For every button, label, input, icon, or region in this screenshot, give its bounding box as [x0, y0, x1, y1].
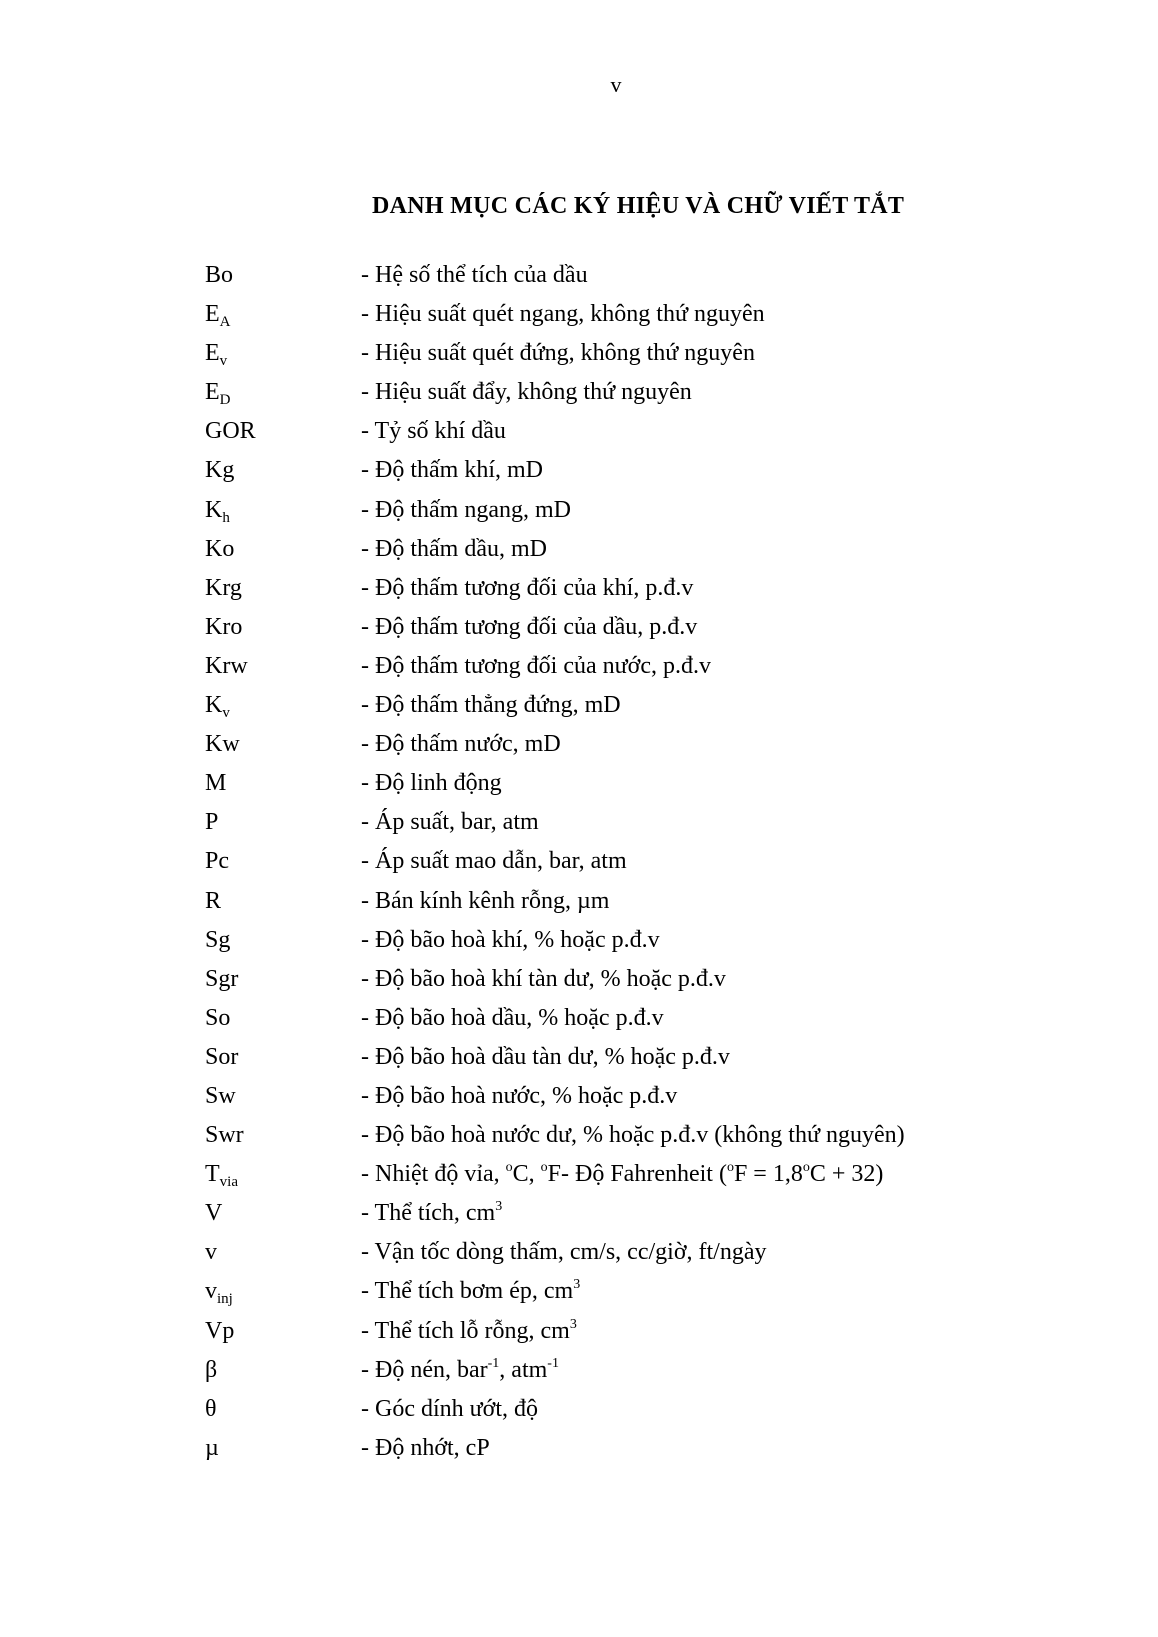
- abbreviation-description: - Độ thấm tương đối của nước, p.đ.v: [361, 652, 712, 679]
- abbreviation-row: [205, 1390, 1105, 1429]
- abbreviation-description: - Độ thấm dầu, mD: [361, 535, 547, 562]
- abbreviation-symbol: [205, 1038, 238, 1077]
- abbreviation-row: [205, 569, 1105, 608]
- symbol-text: θ: [205, 1395, 217, 1422]
- symbol-text: Sor: [205, 1043, 239, 1070]
- description-text: , atm: [499, 1356, 548, 1383]
- symbol-text: Krg: [205, 574, 242, 601]
- abbreviation-symbol: [205, 1233, 217, 1272]
- abbreviation-symbol: [205, 882, 221, 921]
- abbreviation-symbol: [205, 412, 256, 451]
- abbreviation-row: [205, 999, 1105, 1038]
- symbol-text: E: [205, 379, 220, 406]
- symbol-text: R: [205, 887, 222, 914]
- abbreviation-description: [361, 1272, 580, 1311]
- description-text: - Độ nén, bar: [361, 1356, 488, 1383]
- symbol-text: Kro: [205, 613, 243, 640]
- abbreviation-description: - Độ thấm thẳng đứng, mD: [361, 692, 621, 719]
- abbreviation-description: - Độ nhớt, cP: [361, 1434, 490, 1461]
- abbreviation-list: [205, 256, 1105, 1468]
- abbreviation-description: [361, 1312, 577, 1351]
- description-superscript: o: [802, 1160, 810, 1176]
- abbreviation-row: [205, 764, 1105, 803]
- abbreviation-row: [205, 647, 1105, 686]
- abbreviation-row: [205, 295, 1105, 334]
- page-number: v: [610, 72, 622, 97]
- abbreviation-description: - Độ bão hoà nước, % hoặc p.đ.v: [361, 1082, 678, 1109]
- symbol-subscript: v: [222, 705, 230, 722]
- abbreviation-row: [205, 256, 1105, 295]
- abbreviation-description: - Hiệu suất đẩy, không thứ nguyên: [361, 379, 692, 406]
- abbreviation-symbol: [205, 491, 230, 530]
- description-text: C,: [512, 1161, 541, 1188]
- symbol-text: K: [205, 692, 223, 719]
- abbreviation-description: - Độ thấm ngang, mD: [361, 496, 571, 523]
- symbol-text: Kw: [205, 731, 240, 758]
- abbreviation-symbol: [205, 334, 227, 373]
- abbreviation-row: [205, 491, 1105, 530]
- abbreviation-symbol: [205, 256, 233, 295]
- symbol-text: Ko: [205, 535, 235, 562]
- symbol-text: E: [205, 301, 220, 328]
- abbreviation-symbol: [205, 1272, 233, 1311]
- symbol-text: K: [205, 496, 223, 523]
- symbol-text: β: [205, 1356, 218, 1383]
- abbreviation-description: - Độ bão hoà dầu, % hoặc p.đ.v: [361, 1004, 664, 1031]
- abbreviation-symbol: [205, 373, 231, 412]
- abbreviation-symbol: [205, 295, 231, 334]
- symbol-text: T: [205, 1161, 220, 1188]
- abbreviation-symbol: [205, 1116, 244, 1155]
- abbreviation-row: [205, 1155, 1105, 1194]
- symbol-text: Kg: [205, 457, 235, 484]
- abbreviation-row: [205, 960, 1105, 999]
- description-text: F- Độ Fahrenheit (: [547, 1161, 727, 1188]
- abbreviation-row: [205, 921, 1105, 960]
- symbol-text: V: [205, 1200, 223, 1227]
- abbreviation-row: [205, 1233, 1105, 1272]
- abbreviation-description: - Hiệu suất quét ngang, không thứ nguyên: [361, 301, 765, 328]
- abbreviation-row: [205, 1351, 1105, 1390]
- symbol-text: Bo: [205, 262, 234, 288]
- abbreviation-description: - Hiệu suất quét đứng, không thứ nguyên: [361, 340, 755, 367]
- symbol-text: Sg: [205, 926, 231, 953]
- abbreviation-description: - Độ thấm tương đối của dầu, p.đ.v: [361, 613, 698, 640]
- abbreviation-row: [205, 842, 1105, 881]
- abbreviation-symbol: [205, 921, 230, 960]
- abbreviation-row: [205, 686, 1105, 725]
- symbol-text: Sw: [205, 1082, 236, 1109]
- abbreviation-row: [205, 1429, 1105, 1468]
- abbreviation-row: [205, 725, 1105, 764]
- abbreviation-description: - Độ bão hoà khí, % hoặc p.đ.v: [361, 926, 660, 953]
- abbreviation-symbol: [205, 803, 218, 842]
- symbol-text: M: [205, 770, 227, 797]
- symbol-subscript: A: [219, 314, 231, 331]
- abbreviation-row: [205, 1116, 1105, 1155]
- description-superscript: 3: [573, 1277, 581, 1293]
- abbreviation-row: [205, 1272, 1105, 1311]
- abbreviation-description: - Góc dính ướt, độ: [361, 1395, 539, 1422]
- symbol-text: µ: [205, 1434, 219, 1461]
- abbreviation-description: - Vận tốc dòng thấm, cm/s, cc/giờ, ft/ngày: [361, 1239, 767, 1266]
- symbol-text: v: [205, 1278, 217, 1305]
- symbol-text: Sgr: [205, 965, 239, 992]
- abbreviation-symbol: [205, 1194, 222, 1233]
- description-text: - Thể tích, cm: [361, 1200, 496, 1227]
- description-superscript: -1: [547, 1355, 559, 1371]
- abbreviation-symbol: [205, 999, 230, 1038]
- abbreviation-description: [361, 1155, 883, 1194]
- abbreviation-description: - Độ bão hoà nước dư, % hoặc p.đ.v (không thứ nguyên): [361, 1122, 905, 1149]
- abbreviation-row: [205, 1077, 1105, 1116]
- description-text: C + 32): [809, 1161, 884, 1188]
- symbol-subscript: D: [219, 392, 231, 409]
- abbreviation-symbol: [205, 1351, 217, 1390]
- abbreviation-row: [205, 334, 1105, 373]
- abbreviation-row: [205, 608, 1105, 647]
- abbreviation-symbol: [205, 842, 229, 881]
- abbreviation-row: [205, 530, 1105, 569]
- symbol-text: So: [205, 1004, 231, 1031]
- abbreviation-symbol: [205, 1312, 234, 1351]
- abbreviation-row: [205, 1194, 1105, 1233]
- symbol-text: Swr: [205, 1122, 244, 1149]
- description-text: - Thể tích bơm ép, cm: [361, 1278, 574, 1305]
- abbreviation-description: - Hệ số thể tích của dầu: [361, 262, 588, 288]
- abbreviation-description: - Tỷ số khí dầu: [361, 418, 506, 445]
- description-text: F = 1,8: [733, 1161, 803, 1188]
- symbol-subscript: h: [222, 509, 230, 526]
- abbreviation-row: [205, 373, 1105, 412]
- symbol-text: GOR: [205, 418, 256, 445]
- abbreviation-symbol: [205, 960, 238, 999]
- page-title: DANH MỤC CÁC KÝ HIỆU VÀ CHỮ VIẾT TẮT: [372, 193, 905, 219]
- symbol-text: v: [205, 1239, 217, 1266]
- abbreviation-row: [205, 451, 1105, 490]
- abbreviation-description: - Độ thấm nước, mD: [361, 731, 561, 758]
- abbreviation-symbol: [205, 1429, 219, 1468]
- abbreviation-description: - Áp suất, bar, atm: [361, 809, 539, 836]
- description-superscript: 3: [495, 1199, 503, 1215]
- abbreviation-symbol: [205, 451, 234, 490]
- abbreviation-symbol: [205, 530, 234, 569]
- abbreviation-symbol: [205, 1077, 236, 1116]
- abbreviation-symbol: [205, 686, 230, 725]
- abbreviation-symbol: [205, 725, 240, 764]
- symbol-text: Krw: [205, 652, 248, 679]
- description-text: - Thể tích lỗ rỗng, cm: [361, 1317, 570, 1344]
- abbreviation-description: - Bán kính kênh rỗng, µm: [361, 887, 610, 914]
- symbol-text: Vp: [205, 1317, 235, 1344]
- description-superscript: -1: [487, 1355, 500, 1371]
- symbol-subscript: via: [219, 1174, 238, 1191]
- abbreviation-symbol: [205, 608, 242, 647]
- symbol-text: E: [205, 340, 220, 367]
- description-text: - Nhiệt độ vỉa,: [361, 1161, 506, 1188]
- abbreviation-symbol: [205, 764, 226, 803]
- symbol-text: Pc: [205, 848, 229, 875]
- abbreviation-row: [205, 412, 1105, 451]
- abbreviation-description: - Áp suất mao dẫn, bar, atm: [361, 848, 627, 875]
- abbreviation-description: [361, 1351, 559, 1390]
- abbreviation-description: [361, 1194, 502, 1233]
- abbreviation-symbol: [205, 647, 248, 686]
- symbol-subscript: v: [219, 353, 228, 370]
- abbreviation-row: [205, 1312, 1105, 1351]
- abbreviation-description: - Độ thấm khí, mD: [361, 457, 543, 484]
- abbreviation-symbol: [205, 1390, 217, 1429]
- abbreviation-row: [205, 803, 1105, 842]
- abbreviation-description: - Độ bão hoà khí tàn dư, % hoặc p.đ.v: [361, 965, 726, 992]
- description-superscript: o: [540, 1160, 548, 1176]
- symbol-subscript: inj: [217, 1291, 233, 1308]
- abbreviation-row: [205, 882, 1105, 921]
- description-superscript: 3: [569, 1316, 577, 1332]
- abbreviation-symbol: [205, 1155, 238, 1194]
- description-superscript: o: [726, 1160, 734, 1176]
- abbreviation-symbol: [205, 569, 242, 608]
- abbreviation-description: - Độ thấm tương đối của khí, p.đ.v: [361, 574, 694, 601]
- abbreviation-row: [205, 1038, 1105, 1077]
- description-superscript: o: [505, 1160, 513, 1176]
- abbreviation-description: - Độ bão hoà dầu tàn dư, % hoặc p.đ.v: [361, 1043, 730, 1070]
- symbol-text: P: [205, 809, 219, 836]
- abbreviation-description: - Độ linh động: [361, 770, 502, 797]
